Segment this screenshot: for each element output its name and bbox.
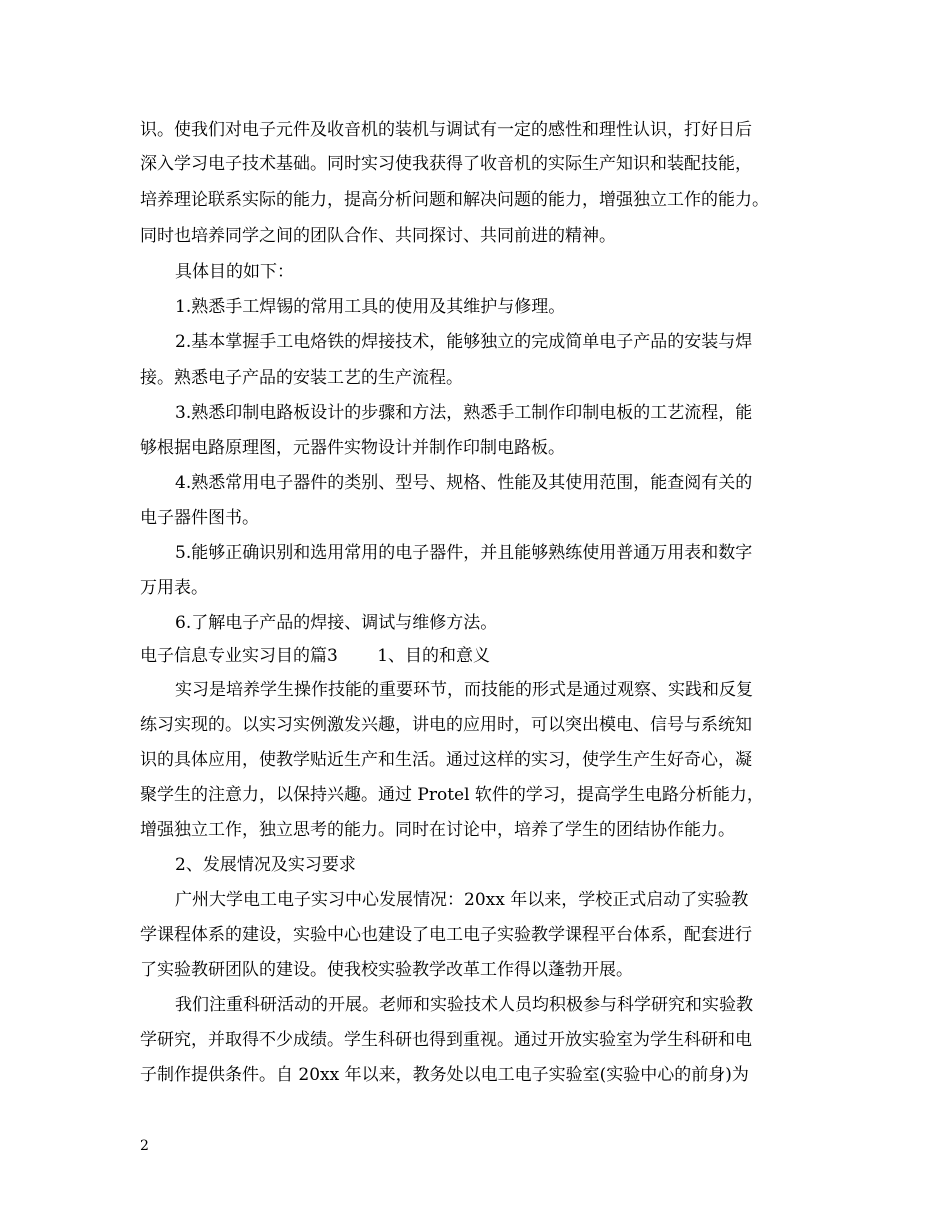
paragraph-line: 具体目的如下：: [175, 262, 294, 282]
paragraph-line: 够根据电路原理图，元器件实物设计并制作印制电路板。: [140, 438, 565, 458]
paragraph-line: 实习是培养学生操作技能的重要环节，而技能的形式是通过观察、实践和反复: [175, 680, 753, 700]
section-heading: 电子信息专业实习目的篇3 1、目的和意义: [140, 646, 491, 666]
section-subheading: 2、发展情况及实习要求: [175, 855, 356, 875]
paragraph-line: 培养理论联系实际的能力，提高分析问题和解决问题的能力，增强独立工作的能力。: [140, 190, 769, 210]
paragraph-line: 电子器件图书。: [140, 508, 259, 528]
paragraph-line: 学研究，并取得不少成绩。学生科研也得到重视。通过开放实验室为学生科研和电: [140, 1030, 752, 1050]
paragraph-line: 了实验教研团队的建设。使我校实验教学改革工作得以蓬勃开展。: [140, 960, 633, 980]
paragraph-line: 聚学生的注意力，以保持兴趣。通过 Protel 软件的学习，提高学生电路分析能力，: [140, 785, 764, 805]
paragraph-line: 识的具体应用，使教学贴近生产和生活。通过这样的实习，使学生产生好奇心，凝: [140, 750, 752, 770]
paragraph-line: 接。熟悉电子产品的安装工艺的生产流程。: [140, 368, 463, 388]
paragraph-line: 子制作提供条件。自 20xx 年以来，教务处以电工电子实验室(实验中心的前身)为: [140, 1065, 749, 1085]
page-number: 2: [140, 1138, 149, 1154]
list-item: 5.能够正确识别和选用常用的电子器件，并且能够熟练使用普通万用表和数字: [175, 543, 753, 563]
paragraph-line: 识。使我们对电子元件及收音机的装机与调试有一定的感性和理性认识，打好日后: [140, 120, 752, 140]
paragraph-line: 广州大学电工电子实习中心发展情况：20xx 年以来，学校正式启动了实验教: [175, 890, 749, 910]
paragraph-line: 学课程体系的建设，实验中心也建设了电工电子实验教学课程平台体系，配套进行: [140, 925, 752, 945]
paragraph-line: 万用表。: [140, 578, 208, 598]
paragraph-line: 练习实现的。以实习实例激发兴趣，讲电的应用时，可以突出模电、信号与系统知: [140, 715, 752, 735]
list-item: 3.熟悉印制电路板设计的步骤和方法，熟悉手工制作印制电板的工艺流程，能: [175, 403, 753, 423]
paragraph-line: 我们注重科研活动的开展。老师和实验技术人员均积极参与科学研究和实验教: [175, 995, 753, 1015]
list-item: 2.基本掌握手工电烙铁的焊接技术，能够独立的完成简单电子产品的安装与焊: [175, 332, 753, 352]
paragraph-line: 深入学习电子技术基础。同时实习使我获得了收音机的实际生产知识和装配技能，: [140, 154, 752, 174]
list-item: 4.熟悉常用电子器件的类别、型号、规格、性能及其使用范围，能查阅有关的: [175, 473, 753, 493]
list-item: 1.熟悉手工焊锡的常用工具的使用及其维护与修理。: [175, 297, 566, 317]
paragraph-line: 增强独立工作，独立思考的能力。同时在讨论中，培养了学生的团结协作能力。: [140, 820, 735, 840]
paragraph-line: 同时也培养同学之间的团队合作、共同探讨、共同前进的精神。: [140, 226, 616, 246]
list-item: 6.了解电子产品的焊接、调试与维修方法。: [175, 613, 498, 633]
